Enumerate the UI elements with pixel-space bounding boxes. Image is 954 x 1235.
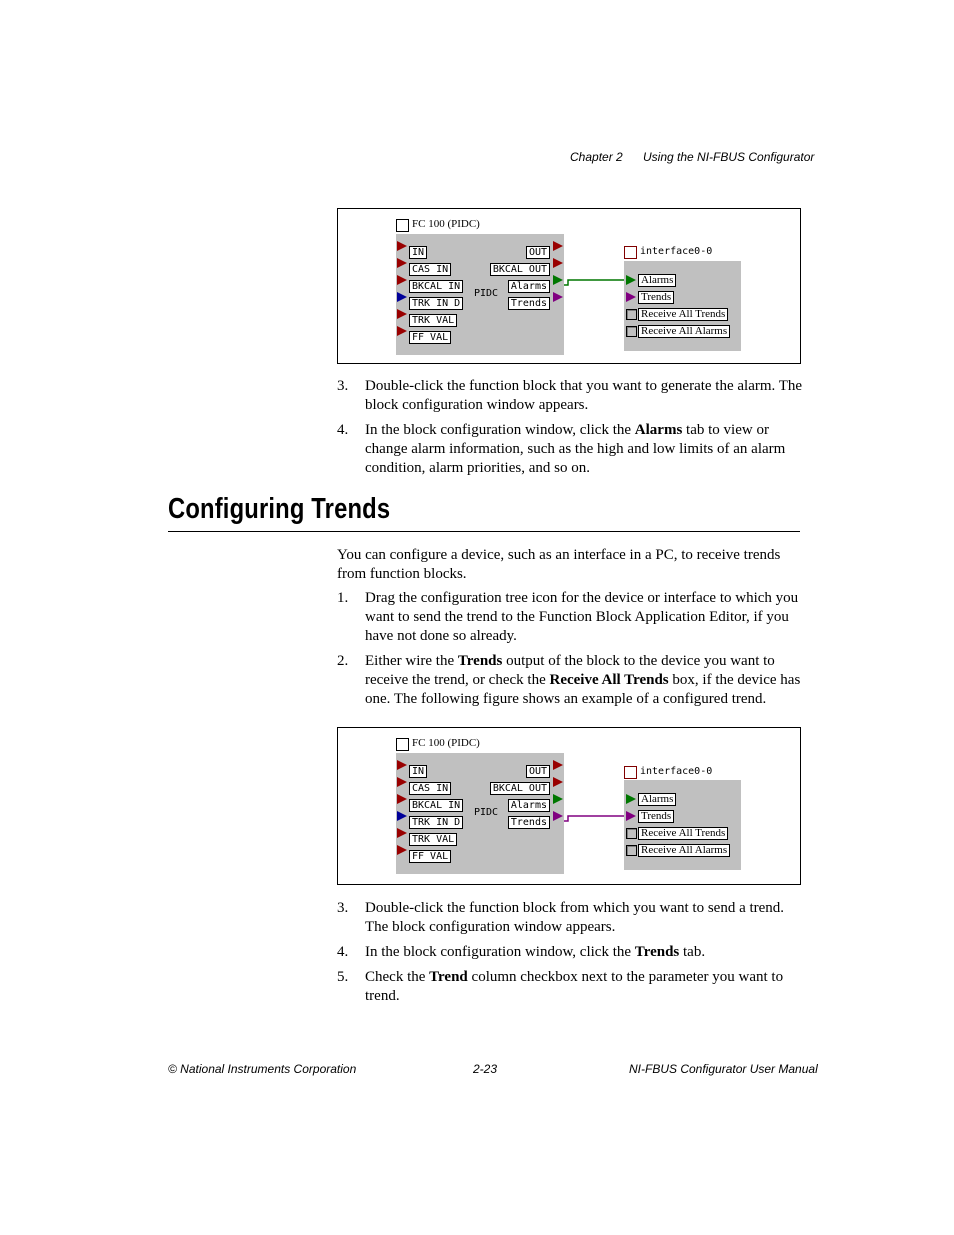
output-label: Trends xyxy=(508,297,550,310)
checkbox-label: Receive All Alarms xyxy=(638,844,730,857)
output-label: BKCAL OUT xyxy=(490,782,550,795)
section-heading: Configuring Trends xyxy=(168,493,391,525)
output-label: Trends xyxy=(508,816,550,829)
input-label: IN xyxy=(409,765,427,778)
checkbox-label: Receive All Trends xyxy=(638,827,728,840)
device-title: interface0-0 xyxy=(640,766,713,777)
figure-alarm-wiring xyxy=(337,208,801,364)
device-input-label: Alarms xyxy=(638,274,676,287)
input-label: TRK IN D xyxy=(409,816,463,829)
function-block-title: FC 100 (PIDC) xyxy=(412,737,480,749)
receive-all-trends-checkbox[interactable] xyxy=(626,309,637,320)
intro-paragraph: You can configure a device, such as an interface in a PC, to receive trends from function blocks. xyxy=(337,547,781,582)
device-input-label: Trends xyxy=(638,291,674,304)
function-block-title: FC 100 (PIDC) xyxy=(412,218,480,230)
output-label: Alarms xyxy=(508,799,550,812)
device-input-label: Alarms xyxy=(638,793,676,806)
running-header-title: Using the NI-FBUS Configurator xyxy=(643,150,815,164)
input-label: FF VAL xyxy=(409,331,451,344)
input-label: CAS IN xyxy=(409,263,451,276)
alarms-arrow-icon xyxy=(626,794,636,804)
receive-all-trends-checkbox[interactable] xyxy=(626,828,637,839)
output-label: OUT xyxy=(526,246,550,259)
device-icon xyxy=(624,766,637,779)
alarms-arrow-icon xyxy=(626,275,636,285)
output-label: Alarms xyxy=(508,280,550,293)
footer-copyright: © National Instruments Corporation xyxy=(168,1062,357,1076)
receive-all-alarms-checkbox[interactable] xyxy=(626,845,637,856)
input-label: TRK VAL xyxy=(409,314,457,327)
footer-manual-title: NI-FBUS Configurator User Manual xyxy=(629,1062,818,1076)
footer-page-number: 2-23 xyxy=(473,1062,498,1076)
device-icon xyxy=(624,246,637,259)
heading-rule xyxy=(168,531,800,532)
input-label: BKCAL IN xyxy=(409,280,463,293)
input-label: TRK VAL xyxy=(409,833,457,846)
input-label: TRK IN D xyxy=(409,297,463,310)
checkbox-label: Receive All Trends xyxy=(638,308,728,321)
output-label: BKCAL OUT xyxy=(490,263,550,276)
output-label: OUT xyxy=(526,765,550,778)
block-type-label: PIDC xyxy=(474,807,499,818)
trends-arrow-icon xyxy=(626,811,636,821)
trends-arrow-icon xyxy=(626,292,636,302)
receive-all-alarms-checkbox[interactable] xyxy=(626,326,637,337)
input-label: CAS IN xyxy=(409,782,451,795)
device-title: interface0-0 xyxy=(640,246,713,257)
input-label: BKCAL IN xyxy=(409,799,463,812)
figure-trend-wiring xyxy=(337,727,801,885)
checkbox-label: Receive All Alarms xyxy=(638,325,730,338)
input-label: IN xyxy=(409,246,427,259)
block-type-label: PIDC xyxy=(474,288,499,299)
input-label: FF VAL xyxy=(409,850,451,863)
device-input-label: Trends xyxy=(638,810,674,823)
running-header-chapter: Chapter 2 xyxy=(570,150,623,164)
